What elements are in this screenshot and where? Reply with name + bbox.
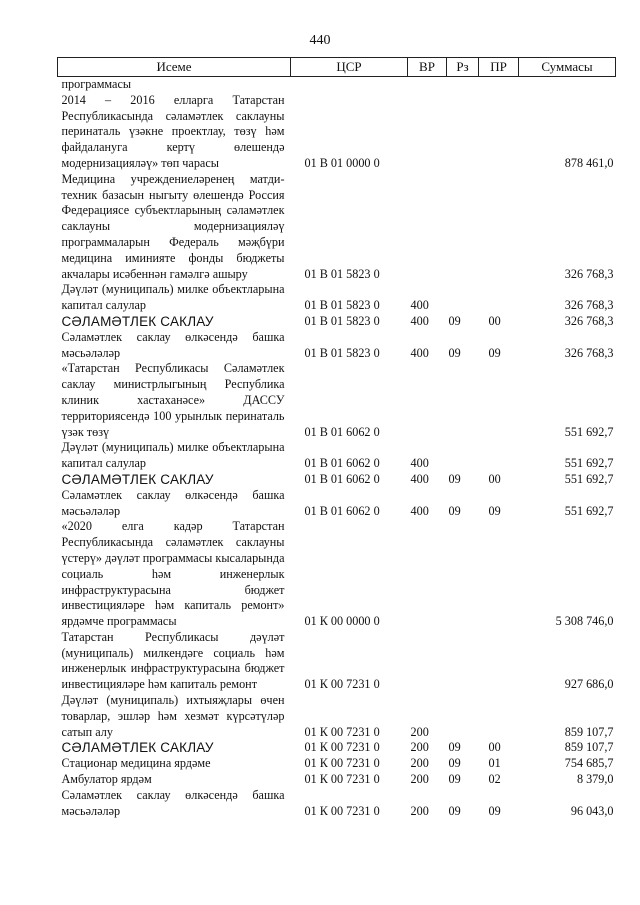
cell-sum: 551 692,7 <box>564 503 614 518</box>
table-row <box>58 172 616 283</box>
cell-rz <box>447 361 479 440</box>
table-header <box>58 58 616 77</box>
cell-pr <box>479 361 519 440</box>
cell-pr <box>479 519 519 630</box>
cell-sum: 878 461,0 <box>564 155 614 170</box>
cell-vr <box>408 93 447 172</box>
header-pr: ПР <box>479 58 519 77</box>
cell-name: Татарстан Республикасы дәүләт (муниципаль) милкендәге социаль һәм инженерлык инфраструктурасына бюджет инвестицияләре һәм капиталь ремонт <box>61 629 285 692</box>
cell-name: Сәламәтлек саклау өлкәсендә башка мәсьәләләр <box>61 487 285 518</box>
cell-rz: 09 <box>448 313 461 328</box>
cell-rz <box>447 440 479 472</box>
cell-rz <box>447 693 479 740</box>
cell-vr: 400 <box>410 298 429 313</box>
cell-csr: 01 В 01 0000 0 <box>304 155 380 170</box>
table-row <box>58 756 616 772</box>
table-row <box>58 440 616 472</box>
header-sum: Суммасы <box>519 58 616 77</box>
cell-csr: 01 К 00 0000 0 <box>304 614 380 629</box>
page-number: 440 <box>309 33 331 48</box>
cell-name: СӘЛАМӘТЛЕК САКЛАУ <box>61 471 214 487</box>
cell-rz <box>447 77 479 93</box>
cell-rz <box>447 630 479 693</box>
cell-name: «Татарстан Республикасы Сәламәтлек саклау министрлыгының Республика клиник хастаханәсе» ДАССУ территориясендә 100 урынлык перинаталь үзәк төзү <box>61 361 285 439</box>
cell-rz: 09 <box>448 772 461 787</box>
cell-name: Сәламәтлек саклау өлкәсендә башка мәсьәләләр <box>61 787 285 818</box>
cell-rz: 09 <box>448 803 461 818</box>
cell-vr <box>408 519 447 630</box>
cell-sum: 326 768,3 <box>564 345 614 360</box>
table-row <box>58 472 616 488</box>
cell-vr: 200 <box>410 740 429 755</box>
table-row <box>58 282 616 314</box>
cell-name: СӘЛАМӘТЛЕК САКЛАУ <box>61 740 214 756</box>
cell-pr <box>479 282 519 314</box>
cell-csr: 01 В 01 6062 0 <box>304 456 380 471</box>
cell-csr: 01 В 01 6062 0 <box>304 424 380 439</box>
cell-rz <box>447 519 479 630</box>
cell-rz <box>447 172 479 283</box>
cell-name: Стационар медицина ярдәме <box>61 756 211 771</box>
cell-name: Медицина учреждениеләренең матди-техник базасын ныгыту өлешендә Россия Федерациясе субъектларының сәламәтлек саклауны модернизацияләү программаларын Федераль мәҗбүри медицина иминияте фонды бюджеты акчалары исәбеннән гамәлгә ашыру <box>61 171 285 281</box>
table-row <box>58 693 616 740</box>
cell-csr: 01 В 01 5823 0 <box>304 298 380 313</box>
cell-sum: 8 379,0 <box>576 772 614 787</box>
cell-csr <box>291 77 408 93</box>
cell-csr: 01 К 00 7231 0 <box>304 772 380 787</box>
cell-pr <box>479 440 519 472</box>
table-row <box>58 93 616 172</box>
header-rz: Рз <box>447 58 479 77</box>
cell-vr: 200 <box>410 772 429 787</box>
cell-csr: 01 В 01 6062 0 <box>304 503 380 518</box>
cell-vr: 400 <box>410 503 429 518</box>
cell-sum: 5 308 746,0 <box>555 614 614 629</box>
cell-csr: 01 К 00 7231 0 <box>304 724 380 739</box>
budget-table <box>57 57 616 819</box>
cell-sum: 326 768,3 <box>564 266 614 281</box>
cell-sum: 551 692,7 <box>564 424 614 439</box>
header-name: Исеме <box>58 58 291 77</box>
cell-vr: 200 <box>410 724 429 739</box>
cell-pr: 09 <box>488 503 501 518</box>
cell-sum: 326 768,3 <box>564 298 614 313</box>
cell-pr <box>479 693 519 740</box>
table-body <box>58 77 616 820</box>
cell-pr <box>479 93 519 172</box>
cell-csr: 01 В 01 5823 0 <box>304 266 380 281</box>
cell-vr <box>408 630 447 693</box>
cell-vr: 400 <box>410 471 429 486</box>
cell-name: Дәүләт (муниципаль) милке объектларына капитал салулар <box>61 282 285 313</box>
cell-rz <box>447 93 479 172</box>
table-row <box>58 519 616 630</box>
cell-sum: 754 685,7 <box>564 756 614 771</box>
cell-sum: 326 768,3 <box>564 313 614 328</box>
cell-name: 2014 – 2016 елларга Татарстан Республикасында сәламәтлек саклауны перинаталь үзәкне проектлау, төзү һәм файдалануга кертү өлешендә модернизацияләү» төп чарасы <box>61 92 285 170</box>
cell-vr: 400 <box>410 345 429 360</box>
cell-sum <box>519 77 616 93</box>
cell-rz <box>447 282 479 314</box>
table-row <box>58 788 616 820</box>
cell-pr: 02 <box>488 772 501 787</box>
cell-csr: 01 К 00 7231 0 <box>304 756 380 771</box>
cell-name: Сәламәтлек саклау өлкәсендә башка мәсьәләләр <box>61 329 285 360</box>
table-row <box>58 740 616 756</box>
cell-pr <box>479 77 519 93</box>
cell-rz: 09 <box>448 756 461 771</box>
cell-sum: 859 107,7 <box>564 740 614 755</box>
cell-vr: 200 <box>410 756 429 771</box>
table-row <box>58 314 616 330</box>
table-row <box>58 772 616 788</box>
cell-csr: 01 В 01 5823 0 <box>304 345 380 360</box>
cell-sum: 927 686,0 <box>564 677 614 692</box>
cell-rz: 09 <box>448 503 461 518</box>
cell-pr <box>479 630 519 693</box>
cell-pr: 00 <box>488 471 501 486</box>
cell-pr: 00 <box>488 313 501 328</box>
header-vr: ВР <box>408 58 447 77</box>
cell-csr: 01 К 00 7231 0 <box>304 677 380 692</box>
cell-sum: 551 692,7 <box>564 456 614 471</box>
header-csr: ЦСР <box>291 58 408 77</box>
cell-sum: 551 692,7 <box>564 471 614 486</box>
cell-name: «2020 елга кадәр Татарстан Республикасында сәламәтлек саклауны үстерү» дәүләт программасы кысаларында социаль һәм инженерлык инфраструктурасына бюджет инвестицияләре һәм капиталь ремонт» ярдәмче программасы <box>61 519 285 629</box>
cell-pr: 09 <box>488 803 501 818</box>
cell-pr <box>479 172 519 283</box>
cell-vr: 200 <box>410 803 429 818</box>
cell-csr: 01 В 01 5823 0 <box>304 313 380 328</box>
cell-sum: 859 107,7 <box>564 724 614 739</box>
cell-name: Амбулатор ярдәм <box>61 772 152 787</box>
table-row <box>58 77 616 93</box>
cell-rz: 09 <box>448 471 461 486</box>
cell-vr: 400 <box>410 456 429 471</box>
cell-name: Дәүләт (муниципаль) милке объектларына капитал салулар <box>61 440 285 471</box>
cell-csr: 01 К 00 7231 0 <box>304 740 380 755</box>
cell-name: программасы <box>61 77 132 91</box>
cell-csr: 01 К 00 7231 0 <box>304 803 380 818</box>
table-row <box>58 361 616 440</box>
cell-name: СӘЛАМӘТЛЕК САКЛАУ <box>61 313 214 329</box>
cell-vr <box>408 361 447 440</box>
table-row <box>58 488 616 520</box>
cell-pr: 00 <box>488 740 501 755</box>
cell-vr <box>408 77 447 93</box>
cell-vr: 400 <box>410 313 429 328</box>
cell-sum: 96 043,0 <box>570 803 614 818</box>
cell-csr: 01 В 01 6062 0 <box>304 471 380 486</box>
cell-rz: 09 <box>448 740 461 755</box>
cell-rz: 09 <box>448 345 461 360</box>
cell-name: Дәүләт (муниципаль) ихтыяҗлары өчен товарлар, эшләр һәм хезмәт күрсәтүләр сатып алу <box>61 693 285 739</box>
cell-vr <box>408 172 447 283</box>
table-row <box>58 630 616 693</box>
cell-pr: 01 <box>488 756 501 771</box>
cell-pr: 09 <box>488 345 501 360</box>
table-row <box>58 330 616 362</box>
